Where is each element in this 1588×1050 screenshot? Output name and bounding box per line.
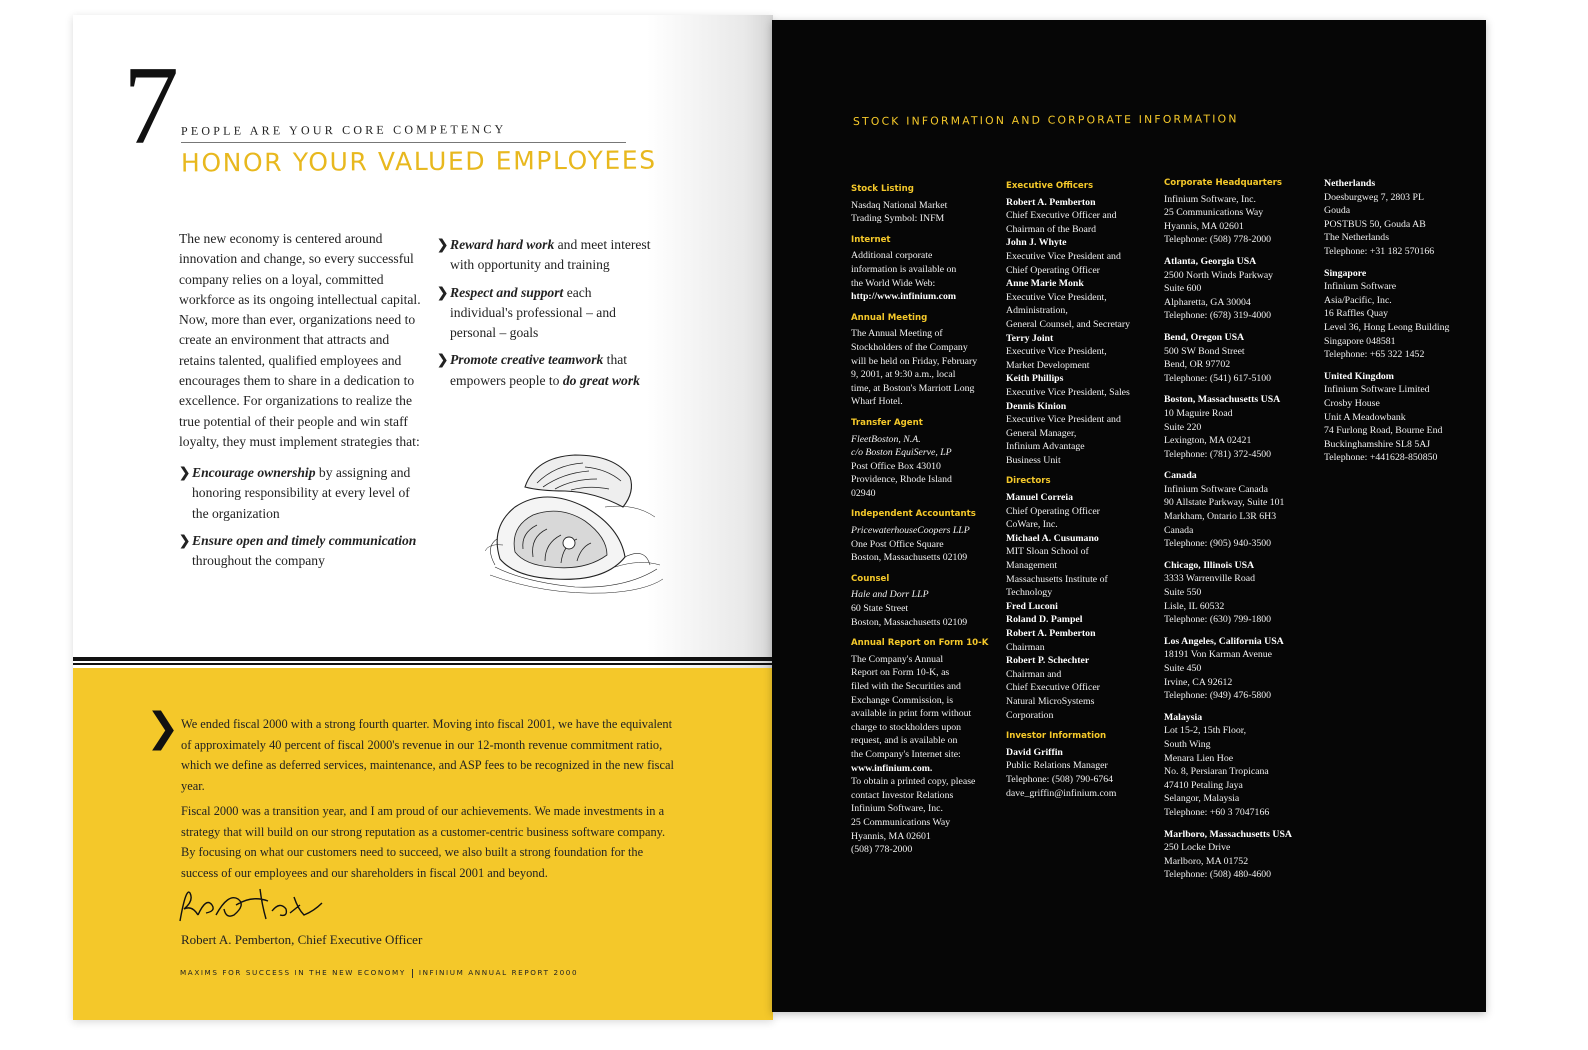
entry-line: charge to stockholders upon — [851, 721, 962, 733]
entry-name: John J. Whyte — [1006, 237, 1067, 249]
entry-line: the Company's Internet site: — [851, 748, 961, 760]
entry-line: POSTBUS 50, Gouda AB — [1324, 218, 1426, 230]
entry-line: Markham, Ontario L3R 6H3 — [1164, 511, 1277, 523]
entry-line: 250 Locke Drive — [1164, 842, 1231, 854]
entry-line: Infinium Software — [1324, 281, 1397, 293]
bullets-right — [437, 235, 657, 398]
entry-line: Executive Vice President, — [1006, 346, 1107, 358]
entry-line: Telephone: (630) 799-1800 — [1164, 614, 1272, 626]
entry-name: Chicago, Illinois USA — [1164, 559, 1255, 571]
section-heading: Internet — [851, 234, 891, 245]
entry-line: request, and is available on — [851, 735, 958, 747]
entry-line: Selangor, Malaysia — [1164, 793, 1240, 805]
entry-name: United Kingdom — [1324, 370, 1394, 382]
entry-line: 16 Raffles Quay — [1324, 308, 1389, 320]
entry-name: Malaysia — [1164, 711, 1203, 723]
entry-line: contact Investor Relations — [851, 789, 954, 801]
info-section — [1324, 177, 1474, 259]
entry-line: Telephone: (678) 319-4000 — [1164, 310, 1272, 322]
section-heading: Stock Listing — [851, 184, 914, 194]
entry-line: Hale and Dorr LLP — [851, 589, 929, 601]
entry-line: 90 Allstate Parkway, Suite 101 — [1164, 497, 1285, 509]
section-heading: Independent Accountants — [851, 509, 976, 520]
intro-column — [179, 229, 424, 452]
entry-line: Executive Vice President, Sales — [1006, 386, 1130, 398]
bullet-bold: Promote creative teamwork — [450, 352, 604, 368]
right-page — [772, 20, 1486, 1012]
section-heading: Directors — [1006, 476, 1051, 487]
entry-name: Los Angeles, California USA — [1164, 635, 1284, 647]
entry-line: 74 Furlong Road, Bourne End — [1324, 425, 1443, 437]
entry-line: Lisle, IL 60532 — [1164, 600, 1225, 612]
entry-name: Singapore — [1324, 267, 1367, 279]
footer-left: MAXIMS FOR SUCCESS IN THE NEW ECONOMY — [180, 968, 406, 977]
section-heading: Annual Meeting — [851, 312, 928, 323]
entry-line: No. 8, Persiaran Tropicana — [1164, 766, 1269, 778]
entry-line: Gouda — [1324, 205, 1351, 217]
entry-line: CoWare, Inc. — [1006, 519, 1058, 531]
entry-line: Executive Vice President, — [1006, 291, 1107, 303]
entry-line: Telephone: (508) 480-4600 — [1164, 869, 1272, 881]
entry-line: Natural MicroSystems — [1006, 695, 1095, 707]
entry-line: Telephone: +60 3 7047166 — [1164, 806, 1270, 818]
entry-line: Infinium Software Canada — [1164, 483, 1268, 495]
bullet-text: and meet interest with opportunity and training — [450, 237, 651, 273]
info-section — [851, 312, 991, 409]
signature — [176, 875, 326, 931]
entry-name: Robert A. Pemberton — [1006, 196, 1096, 208]
entry-line: Telephone: (949) 476-5800 — [1164, 690, 1272, 702]
entry-line: Telephone: +65 322 1452 — [1324, 349, 1425, 361]
entry-line: Lot 15-2, 15th Floor, — [1164, 725, 1247, 737]
info-column-2 — [1006, 180, 1151, 808]
entry-line: Menara Lien Hoe — [1164, 752, 1234, 764]
letter-paragraph: Fiscal 2000 was a transition year, and I am proud of our achievements. We made investments in a strategy that will build on our strong reputation as a customer-centric business software company. By focusing on what our customers need to succeed, we also built a strong foundation for the success of our employees and our shareholders in fiscal 2001 and beyond. — [181, 804, 666, 880]
info-section — [851, 637, 991, 857]
info-section — [851, 417, 991, 501]
entry-name: http://www.infinium.com — [851, 291, 957, 303]
divider-thick — [73, 657, 773, 661]
bullet-bold: Encourage ownership — [192, 465, 316, 480]
title-rule — [181, 142, 626, 143]
entry-line: dave_griffin@infinium.com — [1006, 787, 1117, 799]
entry-line: To obtain a printed copy, please — [851, 776, 976, 788]
info-section — [851, 573, 991, 629]
entry-line: One Post Office Square — [851, 538, 944, 550]
entry-line: FleetBoston, N.A. — [851, 433, 921, 445]
entry-line: time, at Boston's Marriott Long — [851, 382, 975, 394]
entry-line: Report on Form 10-K, as — [851, 667, 950, 679]
bullet-text: each individual's professional – and personal – goals — [450, 284, 616, 341]
entry-line: The Netherlands — [1324, 232, 1390, 244]
entry-line: Hyannis, MA 02601 — [851, 830, 931, 842]
entry-line: Public Relations Manager — [1006, 760, 1108, 772]
bullet-bold: Respect and support — [450, 284, 564, 300]
entry-name: Keith Phillips — [1006, 373, 1064, 385]
footer-right: INFINIUM ANNUAL REPORT 2000 — [418, 968, 579, 977]
chevron-right-icon: ❯ — [179, 465, 191, 480]
info-section — [1324, 267, 1474, 362]
entry-line: Infinium Software Limited — [1324, 384, 1430, 396]
entry-line: Singapore 048581 — [1324, 335, 1396, 347]
page-title: HONOR YOUR VALUED EMPLOYEES — [180, 145, 657, 178]
info-column-1 — [851, 183, 991, 865]
entry-line: PricewaterhouseCoopers LLP — [851, 525, 970, 537]
bullet-text: that empowers people to — [450, 352, 628, 388]
entry-line: information is available on — [851, 263, 957, 275]
entry-name: Roland D. Pampel — [1006, 614, 1083, 626]
entry-line: MIT Sloan School of — [1006, 546, 1089, 558]
entry-name: Marlboro, Massachusetts USA — [1164, 828, 1292, 840]
page-footer — [180, 968, 578, 978]
entry-line: Infinium Software, Inc. — [851, 803, 943, 815]
info-section — [851, 183, 991, 226]
entry-line: Chairman — [1006, 641, 1045, 653]
entry-line: the World Wide Web: — [851, 277, 936, 289]
entry-line: Administration, — [1006, 305, 1068, 317]
entry-name: Netherlands — [1324, 178, 1376, 189]
entry-line: Asia/Pacific, Inc. — [1324, 294, 1392, 306]
entry-name: Manuel Correia — [1006, 492, 1074, 504]
bullets-left — [179, 463, 429, 578]
section-heading: Corporate Headquarters — [1164, 178, 1283, 188]
info-section — [1164, 469, 1314, 551]
entry-line: Chief Operating Officer — [1006, 505, 1100, 517]
info-section — [1164, 828, 1314, 882]
letter-paragraph: We ended fiscal 2000 with a strong fourth quarter. Moving into fiscal 2001, we have the equivalent of approximately 40 percent of fiscal 2000's revenue in our 12-month revenue commitment ratio, which we define as deferred services, maintenance, and ASP fees to be recognized in the new fiscal year. — [181, 717, 674, 793]
info-section — [1006, 730, 1151, 800]
entry-line: Boston, Massachusetts 02109 — [851, 616, 968, 628]
section-heading: Transfer Agent — [851, 417, 923, 428]
entry-line: Bend, OR 97702 — [1164, 359, 1231, 371]
info-column-4 — [1324, 177, 1474, 473]
bullet-item — [179, 463, 429, 524]
entry-line: Trading Symbol: INFM — [851, 213, 945, 225]
entry-line: Stockholders of the Company — [851, 341, 968, 353]
info-section — [1164, 559, 1314, 627]
entry-line: Telephone: +31 182 570166 — [1324, 245, 1435, 257]
info-section — [1006, 475, 1151, 722]
bullet-text: by assigning and honoring responsibility at every level of the organization — [192, 465, 411, 521]
bullet-bold: do great work — [562, 372, 640, 388]
entry-line: (508) 778-2000 — [851, 844, 913, 856]
chevron-right-icon: ❯ — [179, 532, 191, 548]
entry-name: www.infinium.com. — [851, 762, 933, 774]
info-section — [1164, 711, 1314, 820]
chevron-right-icon: ❯ — [437, 352, 449, 368]
info-section — [1164, 331, 1314, 385]
entry-line: Additional corporate — [851, 250, 933, 262]
entry-line: will be held on Friday, February — [851, 355, 978, 367]
entry-line: Buckinghamshire SL8 5AJ — [1324, 438, 1431, 450]
entry-name: Canada — [1164, 470, 1197, 482]
signature-name: Robert A. Pemberton, Chief Executive Officer — [181, 932, 423, 947]
bullet-item — [437, 350, 657, 391]
entry-line: 02940 — [851, 487, 876, 499]
footer-separator — [412, 969, 413, 978]
entry-line: Telephone: (508) 778-2000 — [1164, 234, 1272, 246]
bullet-item — [437, 235, 657, 276]
entry-name: David Griffin — [1006, 746, 1063, 758]
entry-line: Suite 600 — [1164, 283, 1202, 295]
section-heading: Executive Officers — [1006, 181, 1094, 191]
entry-name: Fred Luconi — [1006, 600, 1058, 612]
entry-line: Suite 220 — [1164, 421, 1202, 433]
entry-line: available in print form without — [851, 708, 972, 720]
entry-line: 9, 2001, at 9:30 a.m., local — [851, 369, 956, 381]
entry-line: Exchange Commission, is — [851, 694, 954, 706]
entry-line: Telephone: +441628-850850 — [1324, 452, 1438, 464]
entry-line: c/o Boston EquiServe, LP — [851, 447, 952, 459]
entry-line: 500 SW Bond Street — [1164, 345, 1245, 357]
entry-line: Canada — [1164, 524, 1194, 536]
left-page — [73, 15, 773, 1020]
entry-line: Management — [1006, 560, 1058, 572]
entry-line: Lexington, MA 02421 — [1164, 435, 1252, 447]
entry-line: General Manager, — [1006, 427, 1077, 439]
info-section — [1006, 180, 1151, 467]
entry-line: Alpharetta, GA 30004 — [1164, 296, 1251, 308]
chevron-right-icon: ❯ — [437, 237, 449, 252]
entry-line: Crosby House — [1324, 397, 1380, 409]
bullet-bold: Ensure open and timely communication — [192, 532, 417, 548]
entry-line: Nasdaq National Market — [851, 199, 948, 211]
entry-line: The Company's Annual — [851, 653, 944, 665]
info-section — [1164, 393, 1314, 461]
entry-line: Infinium Advantage — [1006, 441, 1085, 453]
section-heading: Counsel — [851, 573, 890, 584]
entry-line: Technology — [1006, 587, 1053, 599]
entry-line: Post Office Box 43010 — [851, 460, 941, 472]
entry-line: Unit A Meadowbank — [1324, 411, 1406, 423]
entry-line: Providence, Rhode Island — [851, 474, 952, 486]
intro-paragraph: The new economy is centered around innovation and change, so every successful company relies on a loyal, committed workforce as its ongoing intellectual capital. Now, more than ever, organizations need to create an environment that attracts and retains talented, qualified employees and encourages them to share in a dedication to excellence. For organizations to realize the true potential of their people and win staff loyalty, they must implement strategies that: — [179, 231, 421, 449]
entry-line: Irvine, CA 92612 — [1164, 676, 1233, 688]
info-section — [851, 508, 991, 564]
entry-line: Suite 550 — [1164, 587, 1202, 599]
entry-line: Wharf Hotel. — [851, 396, 903, 408]
entry-line: Boston, Massachusetts 02109 — [851, 552, 968, 564]
chevron-right-icon: ❯ — [437, 284, 449, 300]
entry-line: Market Development — [1006, 359, 1090, 371]
entry-line: Chairman of the Board — [1006, 223, 1097, 235]
entry-line: Chief Executive Officer — [1006, 682, 1100, 694]
entry-line: Business Unit — [1006, 454, 1061, 466]
entry-line: Massachusetts Institute of — [1006, 573, 1108, 585]
info-section — [1164, 255, 1314, 323]
bullet-item — [437, 283, 657, 344]
entry-name: Robert P. Schechter — [1006, 655, 1090, 667]
entry-line: 18191 Von Karman Avenue — [1164, 649, 1273, 661]
chapter-number: 7 — [123, 44, 179, 168]
info-section — [1324, 370, 1474, 465]
entry-line: Telephone: (508) 790-6764 — [1006, 773, 1114, 785]
right-page-heading: STOCK INFORMATION AND CORPORATE INFORMATION — [852, 112, 1239, 128]
entry-line: Marlboro, MA 01752 — [1164, 855, 1249, 867]
entry-line: Telephone: (781) 372-4500 — [1164, 448, 1272, 460]
entry-name: Dennis Kinion — [1006, 400, 1067, 412]
bullet-text: throughout the company — [192, 553, 325, 569]
entry-line: Telephone: (541) 617-5100 — [1164, 372, 1272, 384]
entry-name: Atlanta, Georgia USA — [1164, 255, 1257, 267]
entry-line: 25 Communications Way — [851, 816, 951, 828]
entry-line: Executive Vice President and — [1006, 414, 1121, 426]
bullet-bold: Reward hard work — [450, 237, 555, 252]
entry-line: Infinium Software, Inc. — [1164, 193, 1256, 205]
entry-line: Chief Operating Officer — [1006, 264, 1100, 276]
chevron-right-icon: ❯ — [146, 705, 180, 751]
entry-line: filed with the Securities and — [851, 681, 961, 692]
entry-line: 10 Maguire Road — [1164, 407, 1233, 419]
section-heading: Annual Report on Form 10-K — [851, 638, 989, 649]
section-heading: Investor Information — [1006, 731, 1107, 742]
entry-line: Telephone: (905) 940-3500 — [1164, 538, 1272, 550]
entry-name: Anne Marie Monk — [1006, 278, 1084, 290]
entry-line: 3333 Warrenville Road — [1164, 573, 1255, 585]
info-column-3 — [1164, 177, 1314, 890]
info-section — [1164, 635, 1314, 703]
entry-line: 47410 Petaling Jaya — [1164, 779, 1243, 791]
entry-line: Chief Executive Officer and — [1006, 210, 1117, 222]
divider-thin — [73, 663, 773, 665]
entry-line: Level 36, Hong Leong Building — [1324, 321, 1450, 333]
entry-name: Bend, Oregon USA — [1164, 331, 1245, 343]
ceo-letter — [181, 714, 676, 888]
entry-line: Executive Vice President and — [1006, 250, 1121, 262]
entry-line: General Counsel, and Secretary — [1006, 318, 1131, 330]
entry-line: Hyannis, MA 02601 — [1164, 220, 1244, 232]
entry-name: Michael A. Cusumano — [1006, 532, 1099, 544]
entry-name: Robert A. Pemberton — [1006, 628, 1096, 639]
oyster-pearl-illustration — [485, 447, 665, 597]
entry-line: South Wing — [1164, 738, 1211, 750]
entry-line: Doesburgweg 7, 2803 PL — [1324, 191, 1424, 203]
entry-line: 25 Communications Way — [1164, 207, 1264, 219]
entry-name: Terry Joint — [1006, 332, 1054, 344]
entry-line: Suite 450 — [1164, 663, 1202, 674]
entry-line: Chairman and — [1006, 668, 1062, 680]
entry-line: 60 State Street — [851, 603, 909, 615]
entry-line: The Annual Meeting of — [851, 328, 943, 340]
entry-line: 2500 North Winds Parkway — [1164, 269, 1274, 281]
bullet-item — [179, 531, 429, 572]
entry-line: Corporation — [1006, 709, 1054, 721]
section-kicker: PEOPLE ARE YOUR CORE COMPETENCY — [180, 122, 507, 138]
info-section — [1164, 177, 1314, 247]
entry-name: Boston, Massachusetts USA — [1164, 394, 1281, 406]
info-section — [851, 234, 991, 304]
